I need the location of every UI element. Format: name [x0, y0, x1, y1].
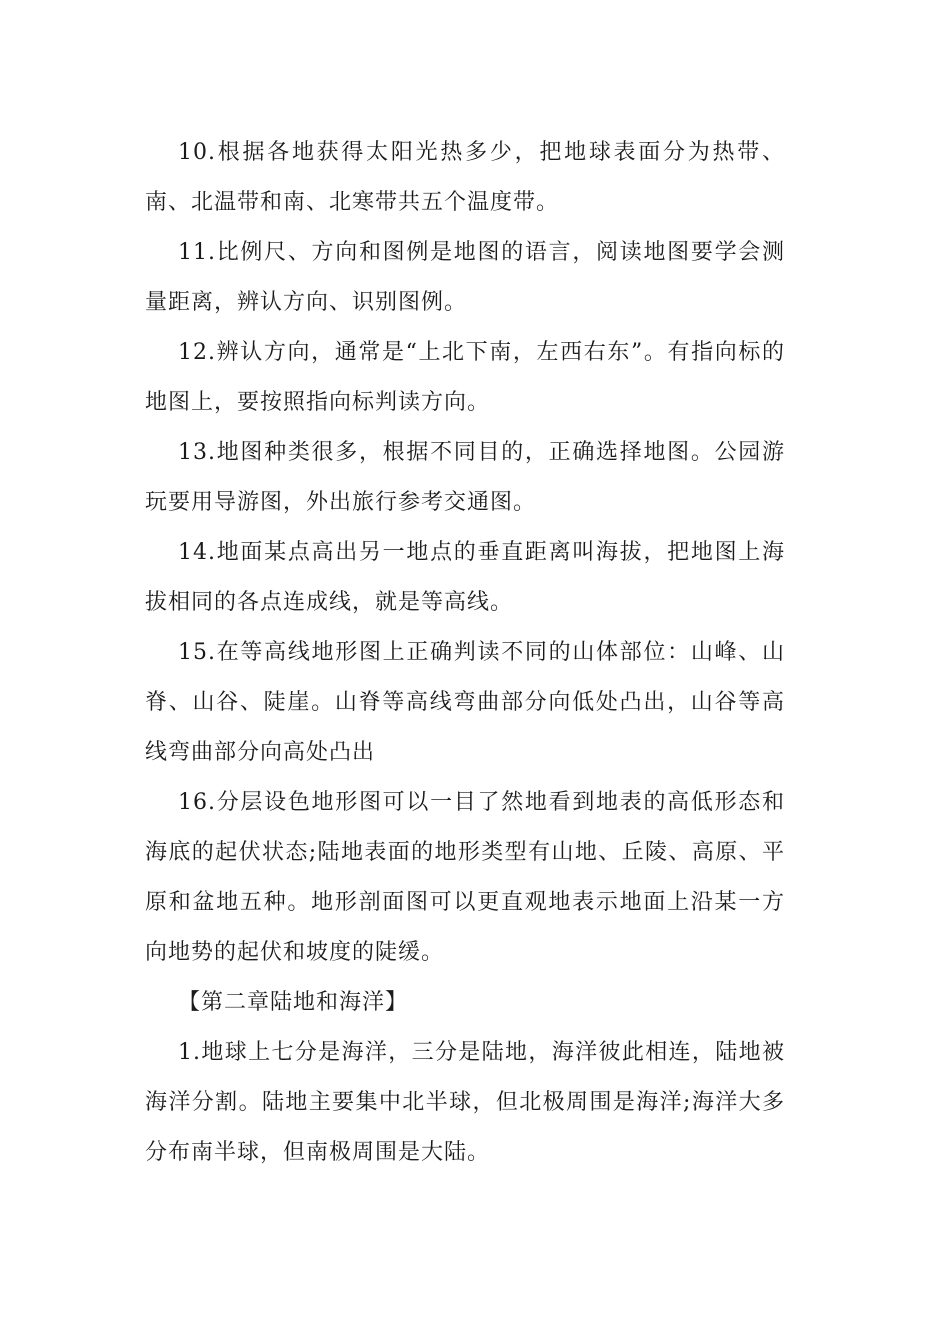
paragraph-16: 16.分层设色地形图可以一目了然地看到地表的高低形态和海底的起伏状态;陆地表面的地形类型有山地、丘陵、高原、平原和盆地五种。地形剖面图可以更直观地表示地面上沿某一方向地势的起伏和坡度的陡缓。 — [145, 790, 785, 965]
chapter-heading: 【第二章陆地和海洋】 — [178, 990, 409, 1015]
paragraph-10: 10.根据各地获得太阳光热多少，把地球表面分为热带、南、北温带和南、北寒带共五个温度带。 — [145, 140, 785, 215]
chapter-paragraph-1: 1.地球上七分是海洋，三分是陆地，海洋彼此相连，陆地被海洋分割。陆地主要集中北半球，但北极周围是海洋;海洋大多分布南半球，但南极周围是大陆。 — [145, 1040, 785, 1165]
paragraph-15: 15.在等高线地形图上正确判读不同的山体部位：山峰、山脊、山谷、陡崖。山脊等高线弯曲部分向低处凸出，山谷等高线弯曲部分向高处凸出 — [145, 640, 785, 765]
document-body — [145, 128, 785, 1178]
paragraph-12: 12.辨认方向，通常是“上北下南，左西右东”。有指向标的地图上，要按照指向标判读方向。 — [145, 340, 785, 415]
paragraph-11: 11.比例尺、方向和图例是地图的语言，阅读地图要学会测量距离，辨认方向、识别图例。 — [145, 240, 785, 315]
paragraph-13: 13.地图种类很多，根据不同目的，正确选择地图。公园游玩要用导游图，外出旅行参考交通图。 — [145, 440, 785, 515]
paragraph-14: 14.地面某点高出另一地点的垂直距离叫海拔，把地图上海拔相同的各点连成线，就是等高线。 — [145, 540, 785, 615]
